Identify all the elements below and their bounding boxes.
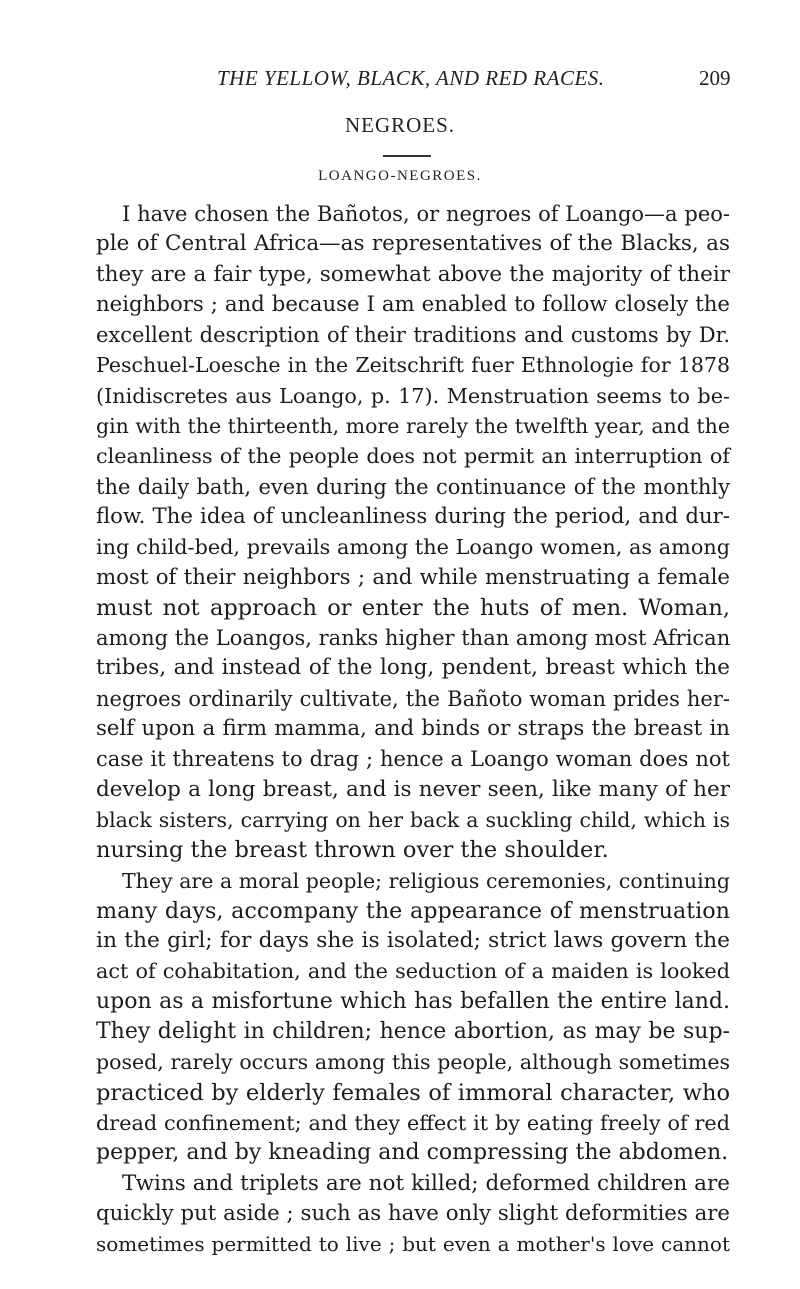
text-line: most of their neighbors ; and while menstruating a female bbox=[96, 564, 730, 590]
running-title: THE YELLOW, BLACK, AND RED RACES. bbox=[217, 66, 605, 90]
text-line: black sisters, carrying on her back a suckling child, which is bbox=[96, 807, 730, 832]
text-line: (Inidiscretes aus Loango, p. 17). Menstruation seems to be- bbox=[96, 383, 730, 408]
text-line: dread confinement; and they effect it by eating freely of red bbox=[96, 1110, 730, 1135]
heading-divider bbox=[383, 155, 431, 157]
text-line: gin with the thirteenth, more rarely the twelfth year, and the bbox=[96, 414, 730, 439]
text-line: upon as a misfortune which has befallen the entire land. bbox=[96, 988, 730, 1014]
running-head bbox=[0, 66, 800, 92]
text-line: nursing the breast thrown over the shoulder. bbox=[96, 837, 609, 864]
text-line: They delight in children; hence abortion, as may be sup- bbox=[96, 1019, 730, 1045]
text-line: Twins and triplets are not killed; deformed children are bbox=[122, 1170, 730, 1196]
text-line: excellent description of their traditions and customs by Dr. bbox=[96, 323, 730, 348]
body-text bbox=[96, 199, 730, 1259]
text-line: ing child-bed, prevails among the Loango women, as among bbox=[96, 535, 730, 560]
text-line: they are a fair type, somewhat above the majority of their bbox=[96, 261, 730, 287]
text-line: the daily bath, even during the continuance of the monthly bbox=[96, 474, 730, 499]
text-line: cleanliness of the people does not permit an interruption of bbox=[96, 444, 730, 469]
text-line: act of cohabitation, and the seduction of a maiden is looked bbox=[96, 959, 730, 984]
section-heading: NEGROES. bbox=[344, 113, 456, 137]
text-line: many days, accompany the appearance of menstruation bbox=[96, 897, 730, 924]
text-line: practiced by elderly females of immoral character, who bbox=[96, 1079, 730, 1106]
page-number: 209 bbox=[699, 66, 731, 90]
text-line: develop a long breast, and is never seen, like many of her bbox=[96, 776, 730, 802]
text-line: case it threatens to drag ; hence a Loango woman does not bbox=[96, 747, 730, 772]
text-line: ple of Central Africa—as representatives of the Blacks, as bbox=[96, 231, 730, 257]
text-line: must not approach or enter the huts of men. Woman, bbox=[96, 594, 730, 621]
text-line: negroes ordinarily cultivate, the Bañoto woman prides her- bbox=[96, 686, 730, 711]
text-line: tribes, and instead of the long, pendent, breast which the bbox=[96, 655, 730, 681]
text-line: neighbors ; and because I am enabled to follow closely the bbox=[96, 291, 730, 317]
section-subheading: LOANGO-NEGROES. bbox=[318, 168, 482, 184]
text-line: flow. The idea of uncleanliness during the period, and dur- bbox=[96, 503, 730, 529]
text-line: I have chosen the Bañotos, or negroes of Loango—a peo- bbox=[122, 202, 730, 226]
text-line: quickly put aside ; such as have only slight deformities are bbox=[96, 1200, 730, 1226]
text-line: among the Loangos, ranks higher than among most African bbox=[96, 626, 731, 651]
text-line: posed, rarely occurs among this people, although sometimes bbox=[96, 1050, 730, 1075]
text-line: They are a moral people; religious ceremonies, continuing bbox=[122, 868, 730, 893]
text-line: pepper, and by kneading and compressing the abdomen. bbox=[96, 1140, 729, 1166]
text-line: Peschuel-Loesche in the Zeitschrift fuer Ethnologie for 1878 bbox=[96, 353, 730, 378]
text-line: sometimes permitted to live ; but even a mother's love cannot bbox=[96, 1232, 730, 1257]
text-line: in the girl; for days she is isolated; strict laws govern the bbox=[96, 928, 730, 954]
text-line: self upon a firm mamma, and binds or straps the breast in bbox=[96, 716, 730, 742]
